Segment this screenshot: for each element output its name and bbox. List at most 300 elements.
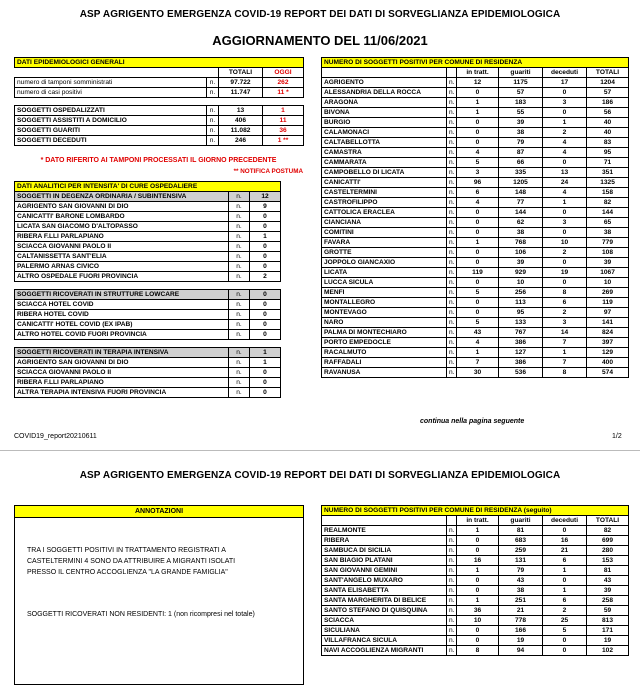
municipalities-header-row <box>322 58 629 68</box>
municipality-value: 87 <box>499 148 543 158</box>
municipality-value: 4 <box>457 338 499 348</box>
footer-report-id: COVID19_report20210611 <box>14 433 97 440</box>
municipality-value: 6 <box>543 556 587 566</box>
municipalities-header: NUMERO DI SOGGETTI POSITIVI PER COMUNE DI RESIDENZA <box>322 58 629 68</box>
municipality-value: 119 <box>587 298 629 308</box>
hospital-label: RIBERA F.LLI PARLAPIANO <box>15 232 229 242</box>
general-data-table <box>14 57 304 146</box>
n-marker: n. <box>229 330 250 340</box>
municipality-value: 95 <box>587 148 629 158</box>
n-marker: n. <box>229 202 250 212</box>
hospital-value: 1 <box>250 358 281 368</box>
general-total: 11.082 <box>219 126 263 136</box>
n-marker: n. <box>447 526 457 536</box>
municipality-row <box>322 636 629 646</box>
municipality-value: 0 <box>457 536 499 546</box>
municipality-value: 66 <box>499 158 543 168</box>
general-total: 246 <box>219 136 263 146</box>
municipality-value: 7 <box>457 358 499 368</box>
general-header: DATI EPIDEMIOLOGICI GENERALI <box>15 58 304 68</box>
municipality-value: 2 <box>543 308 587 318</box>
general-label: SOGGETTI OSPEDALIZZATI <box>15 106 207 116</box>
municipality-name: MENFI <box>322 288 447 298</box>
general-row <box>15 106 304 116</box>
column-header: deceduti <box>543 516 587 526</box>
intensity-group-value: 0 <box>250 290 281 300</box>
municipality-name: SANTO STEFANO DI QUISQUINA <box>322 606 447 616</box>
municipality-row <box>322 198 629 208</box>
n-marker: n. <box>447 308 457 318</box>
municipality-value: 21 <box>499 606 543 616</box>
municipality-value: 17 <box>543 78 587 88</box>
municipality-row <box>322 128 629 138</box>
n-marker: n. <box>447 338 457 348</box>
municipality-row <box>322 238 629 248</box>
blank-cell <box>322 68 447 78</box>
municipality-value: 113 <box>499 298 543 308</box>
municipality-value: 65 <box>587 218 629 228</box>
municipality-value: 82 <box>587 526 629 536</box>
municipality-value: 929 <box>499 268 543 278</box>
municipality-name: SAN GIOVANNI GEMINI <box>322 566 447 576</box>
n-marker: n. <box>229 378 250 388</box>
municipality-value: 10 <box>543 238 587 248</box>
municipality-value: 13 <box>543 168 587 178</box>
intensity-row <box>15 202 281 212</box>
n-marker: n. <box>447 238 457 248</box>
hospital-value: 0 <box>250 212 281 222</box>
municipality-name: JOPPOLO GIANCAXIO <box>322 258 447 268</box>
n-marker: n. <box>447 556 457 566</box>
n-marker: n. <box>447 148 457 158</box>
municipality-value: 4 <box>457 198 499 208</box>
municipality-value: 1175 <box>499 78 543 88</box>
n-marker: n. <box>207 116 219 126</box>
municipality-value: 1 <box>543 348 587 358</box>
municipality-value: 0 <box>457 118 499 128</box>
municipality-value: 0 <box>457 208 499 218</box>
municipality-value: 82 <box>587 198 629 208</box>
municipality-value: 171 <box>587 626 629 636</box>
municipality-value: 5 <box>457 318 499 328</box>
municipality-row <box>322 646 629 656</box>
update-date: AGGIORNAMENTO DEL 11/06/2021 <box>212 33 428 48</box>
n-marker: n. <box>207 106 219 116</box>
municipality-value: 0 <box>543 208 587 218</box>
municipality-name: AGRIGENTO <box>322 78 447 88</box>
municipality-value: 0 <box>457 128 499 138</box>
municipality-value: 699 <box>587 536 629 546</box>
general-header-row <box>15 58 304 68</box>
municipality-value: 83 <box>587 138 629 148</box>
municipality-name: REALMONTE <box>322 526 447 536</box>
continuation-note: continua nella pagina seguente <box>420 418 525 425</box>
municipality-value: 24 <box>543 178 587 188</box>
municipality-value: 127 <box>499 348 543 358</box>
n-marker: n. <box>447 646 457 656</box>
municipality-row <box>322 248 629 258</box>
municipality-row <box>322 626 629 636</box>
note-tamponi: * DATO RIFERITO AI TAMPONI PROCESSATI IL GIORNO PRECEDENTE <box>40 157 277 164</box>
municipality-value: 0 <box>457 626 499 636</box>
intensity-row <box>15 388 281 398</box>
municipality-value: 8 <box>543 288 587 298</box>
municipality-value: 335 <box>499 168 543 178</box>
municipality-value: 108 <box>587 248 629 258</box>
municipality-value: 6 <box>543 298 587 308</box>
municipality-value: 144 <box>587 208 629 218</box>
n-marker: n. <box>447 606 457 616</box>
column-header: in tratt. <box>457 516 499 526</box>
annotation-line: CASTELTERMINI 4 SONO DA ATTRIBUIRE A MIGRANTI ISOLATI <box>27 558 236 565</box>
hospital-label: AGRIGENTO SAN GIOVANNI DI DIO <box>15 358 229 368</box>
intensity-row <box>15 358 281 368</box>
footer-page-number: 1/2 <box>612 433 622 440</box>
n-marker: n. <box>447 78 457 88</box>
municipality-value: 5 <box>457 158 499 168</box>
n-marker: n. <box>447 536 457 546</box>
municipality-row <box>322 98 629 108</box>
n-marker: n. <box>447 358 457 368</box>
n-marker: n. <box>447 138 457 148</box>
municipality-value: 36 <box>457 606 499 616</box>
n-marker: n. <box>447 128 457 138</box>
municipality-value: 6 <box>543 596 587 606</box>
municipality-value: 1 <box>457 238 499 248</box>
n-marker: n. <box>229 320 250 330</box>
n-marker: n. <box>447 198 457 208</box>
municipality-value: 0 <box>457 586 499 596</box>
municipality-row <box>322 566 629 576</box>
blank-cell <box>15 68 207 78</box>
hospital-value: 2 <box>250 272 281 282</box>
municipality-value: 4 <box>457 148 499 158</box>
n-marker: n. <box>447 158 457 168</box>
municipality-row <box>322 278 629 288</box>
n-marker: n. <box>447 108 457 118</box>
municipality-name: SAMBUCA DI SICILIA <box>322 546 447 556</box>
municipality-row <box>322 168 629 178</box>
n-marker: n. <box>229 310 250 320</box>
municipality-value: 768 <box>499 238 543 248</box>
page2-title: ASP AGRIGENTO EMERGENZA COVID-19 REPORT DEI DATI DI SORVEGLIANZA EPIDEMIOLOGICA <box>79 470 561 481</box>
municipality-row <box>322 308 629 318</box>
municipalities-table <box>321 57 629 378</box>
general-today: 1 <box>263 106 304 116</box>
municipality-row <box>322 178 629 188</box>
n-marker: n. <box>447 188 457 198</box>
municipality-value: 166 <box>499 626 543 636</box>
municipality-value: 43 <box>587 576 629 586</box>
municipality-name: VILLAFRANCA SICULA <box>322 636 447 646</box>
municipality-row <box>322 88 629 98</box>
municipality-value: 10 <box>499 278 543 288</box>
municipality-value: 40 <box>587 118 629 128</box>
hospital-label: SCIACCA HOTEL COVID <box>15 300 229 310</box>
municipality-value: 133 <box>499 318 543 328</box>
municipality-name: RIBERA <box>322 536 447 546</box>
municipality-value: 21 <box>543 546 587 556</box>
municipality-value: 386 <box>499 338 543 348</box>
note-postuma: ** NOTIFICA POSTUMA <box>233 168 303 175</box>
intensity-group-row <box>15 192 281 202</box>
intensity-row <box>15 272 281 282</box>
general-label: SOGGETTI ASSISTITI A DOMICILIO <box>15 116 207 126</box>
spacer-row <box>15 98 304 106</box>
municipalities-header: NUMERO DI SOGGETTI POSITIVI PER COMUNE DI RESIDENZA (seguito) <box>322 506 629 516</box>
municipality-value: 0 <box>457 576 499 586</box>
municipality-value: 38 <box>499 128 543 138</box>
column-header: deceduti <box>543 68 587 78</box>
general-today: 11 <box>263 116 304 126</box>
municipality-row <box>322 358 629 368</box>
intensity-row <box>15 330 281 340</box>
municipality-value: 1067 <box>587 268 629 278</box>
municipality-value: 16 <box>457 556 499 566</box>
column-header: guariti <box>499 516 543 526</box>
municipality-name: SCIACCA <box>322 616 447 626</box>
column-header: in tratt. <box>457 68 499 78</box>
n-marker: n. <box>447 348 457 358</box>
municipality-row <box>322 78 629 88</box>
municipality-row <box>322 258 629 268</box>
municipality-name: SANTA ELISABETTA <box>322 586 447 596</box>
municipality-value: 55 <box>499 108 543 118</box>
intensity-row <box>15 232 281 242</box>
municipality-value: 6 <box>457 188 499 198</box>
municipality-value: 3 <box>543 318 587 328</box>
municipality-name: CAMMARATA <box>322 158 447 168</box>
general-today: 1 ** <box>263 136 304 146</box>
municipality-value: 38 <box>499 586 543 596</box>
municipality-value: 148 <box>499 188 543 198</box>
hospital-label: ALTRA TERAPIA INTENSIVA FUORI PROVINCIA <box>15 388 229 398</box>
municipality-value: 56 <box>587 108 629 118</box>
annotation-non-residents: SOGGETTI RICOVERATI NON RESIDENTI: 1 (non ricompresi nel totale) <box>27 611 255 618</box>
municipality-value: 386 <box>499 358 543 368</box>
annotations-header: ANNOTAZIONI <box>15 506 303 518</box>
municipality-value: 183 <box>499 98 543 108</box>
intensity-row <box>15 222 281 232</box>
municipality-value: 95 <box>499 308 543 318</box>
municipality-value: 7 <box>543 358 587 368</box>
municipality-value: 0 <box>457 308 499 318</box>
municipality-value: 57 <box>587 88 629 98</box>
municipality-name: COMITINI <box>322 228 447 238</box>
n-marker: n. <box>447 328 457 338</box>
general-label: numero di casi positivi <box>15 88 207 98</box>
municipality-value: 1 <box>457 526 499 536</box>
municipality-value: 824 <box>587 328 629 338</box>
municipality-name: NAVI ACCOGLIENZA MIGRANTI <box>322 646 447 656</box>
municipality-name: CASTROFILIPPO <box>322 198 447 208</box>
n-marker: n. <box>447 586 457 596</box>
municipality-value: 779 <box>587 238 629 248</box>
general-today: 11 * <box>263 88 304 98</box>
municipality-row <box>322 118 629 128</box>
municipality-row <box>322 536 629 546</box>
n-marker: n. <box>229 290 250 300</box>
blank-cell <box>207 68 219 78</box>
municipality-value: 14 <box>543 328 587 338</box>
intensity-row <box>15 212 281 222</box>
municipality-value: 8 <box>543 368 587 378</box>
municipality-name: CAMPOBELLO DI LICATA <box>322 168 447 178</box>
municipality-value: 269 <box>587 288 629 298</box>
general-total: 11.747 <box>219 88 263 98</box>
municipality-row <box>322 586 629 596</box>
general-row <box>15 136 304 146</box>
n-marker: n. <box>229 212 250 222</box>
municipality-value: 0 <box>457 258 499 268</box>
n-marker: n. <box>207 78 219 88</box>
municipality-name: BIVONA <box>322 108 447 118</box>
municipality-value: 256 <box>499 288 543 298</box>
hospital-value: 0 <box>250 252 281 262</box>
municipality-value: 258 <box>587 596 629 606</box>
n-marker: n. <box>229 192 250 202</box>
municipality-row <box>322 138 629 148</box>
hospital-label: SCIACCA GIOVANNI PAOLO II <box>15 368 229 378</box>
municipality-name: CANICATTI' <box>322 178 447 188</box>
n-marker: n. <box>447 566 457 576</box>
municipality-row <box>322 218 629 228</box>
n-marker: n. <box>229 252 250 262</box>
municipality-name: SAN BIAGIO PLATANI <box>322 556 447 566</box>
municipality-value: 62 <box>499 218 543 228</box>
general-today: 262 <box>263 78 304 88</box>
n-marker: n. <box>229 388 250 398</box>
municipality-value: 1204 <box>587 78 629 88</box>
annotation-line: PRESSO IL CENTRO ACCOGLIENZA "LA GRANDE FAMIGLIA" <box>27 569 228 576</box>
municipality-value: 141 <box>587 318 629 328</box>
general-label: SOGGETTI DECEDUTI <box>15 136 207 146</box>
n-marker: n. <box>447 208 457 218</box>
n-marker: n. <box>447 268 457 278</box>
municipality-value: 12 <box>457 78 499 88</box>
municipality-value: 131 <box>499 556 543 566</box>
intensity-group-value: 12 <box>250 192 281 202</box>
municipality-name: NARO <box>322 318 447 328</box>
municipality-value: 1 <box>543 586 587 596</box>
hospital-label: ALTRO OSPEDALE FUORI PROVINCIA <box>15 272 229 282</box>
municipality-row <box>322 368 629 378</box>
n-marker: n. <box>447 248 457 258</box>
blank-cell <box>322 516 447 526</box>
n-marker: n. <box>447 228 457 238</box>
n-marker: n. <box>229 368 250 378</box>
municipality-row <box>322 348 629 358</box>
municipality-row <box>322 576 629 586</box>
municipality-value: 351 <box>587 168 629 178</box>
municipality-name: LICATA <box>322 268 447 278</box>
municipality-value: 5 <box>543 626 587 636</box>
municipality-name: CALTABELLOTTA <box>322 138 447 148</box>
municipality-value: 43 <box>457 328 499 338</box>
blank-cell <box>447 516 457 526</box>
municipality-value: 0 <box>457 218 499 228</box>
n-marker: n. <box>447 258 457 268</box>
municipality-value: 3 <box>543 98 587 108</box>
municipality-value: 39 <box>587 586 629 596</box>
intensity-table <box>14 181 281 398</box>
hospital-value: 0 <box>250 368 281 378</box>
municipality-value: 38 <box>587 228 629 238</box>
municipality-name: RAFFADALI <box>322 358 447 368</box>
municipality-value: 0 <box>543 526 587 536</box>
municipality-value: 7 <box>543 338 587 348</box>
municipality-value: 39 <box>499 258 543 268</box>
municipality-row <box>322 338 629 348</box>
n-marker: n. <box>447 626 457 636</box>
n-marker: n. <box>447 98 457 108</box>
hospital-label: ALTRO HOTEL COVID FUORI PROVINCIA <box>15 330 229 340</box>
municipality-name: SANT'ANGELO MUXARO <box>322 576 447 586</box>
intensity-row <box>15 242 281 252</box>
hospital-value: 0 <box>250 378 281 388</box>
intensity-group-title: SOGGETTI RICOVERATI IN STRUTTURE LOWCARE <box>15 290 229 300</box>
hospital-value: 0 <box>250 310 281 320</box>
spacer-cell <box>15 340 281 348</box>
municipality-name: CATTOLICA ERACLEA <box>322 208 447 218</box>
municipality-value: 0 <box>543 108 587 118</box>
municipality-value: 40 <box>587 128 629 138</box>
municipality-value: 1 <box>457 566 499 576</box>
hospital-value: 9 <box>250 202 281 212</box>
municipality-value: 4 <box>543 138 587 148</box>
municipality-row <box>322 108 629 118</box>
n-marker: n. <box>229 358 250 368</box>
municipality-value: 16 <box>543 536 587 546</box>
hospital-label: CALTANISSETTA SANT'ELIA <box>15 252 229 262</box>
hospital-label: CANICATTI' BARONE LOMBARDO <box>15 212 229 222</box>
municipality-row <box>322 616 629 626</box>
municipality-value: 94 <box>499 646 543 656</box>
general-label: numero di tamponi somministrati <box>15 78 207 88</box>
municipality-value: 1325 <box>587 178 629 188</box>
municipality-value: 2 <box>543 248 587 258</box>
n-marker: n. <box>447 616 457 626</box>
municipality-value: 153 <box>587 556 629 566</box>
municipality-value: 0 <box>457 138 499 148</box>
n-marker: n. <box>447 178 457 188</box>
municipality-value: 10 <box>587 278 629 288</box>
hospital-label: RIBERA F.LLI PARLAPIANO <box>15 378 229 388</box>
column-header: TOTALI <box>587 516 629 526</box>
municipality-value: 96 <box>457 178 499 188</box>
municipality-value: 79 <box>499 566 543 576</box>
intensity-group-value: 1 <box>250 348 281 358</box>
municipality-value: 0 <box>543 258 587 268</box>
municipality-value: 19 <box>587 636 629 646</box>
n-marker: n. <box>207 88 219 98</box>
municipality-value: 43 <box>499 576 543 586</box>
spacer-cell <box>15 282 281 290</box>
municipality-value: 1205 <box>499 178 543 188</box>
intensity-row <box>15 378 281 388</box>
municipalities-continued-table <box>321 505 629 656</box>
n-marker: n. <box>229 222 250 232</box>
municipality-value: 0 <box>543 576 587 586</box>
intensity-group-row <box>15 348 281 358</box>
n-marker: n. <box>229 242 250 252</box>
municipality-value: 106 <box>499 248 543 258</box>
municipality-value: 0 <box>543 158 587 168</box>
intensity-header: DATI ANALITICI PER INTENSITA' DI CURE OSPEDALIERE <box>15 182 281 192</box>
municipality-value: 39 <box>587 258 629 268</box>
hospital-value: 0 <box>250 300 281 310</box>
municipality-value: 3 <box>543 218 587 228</box>
